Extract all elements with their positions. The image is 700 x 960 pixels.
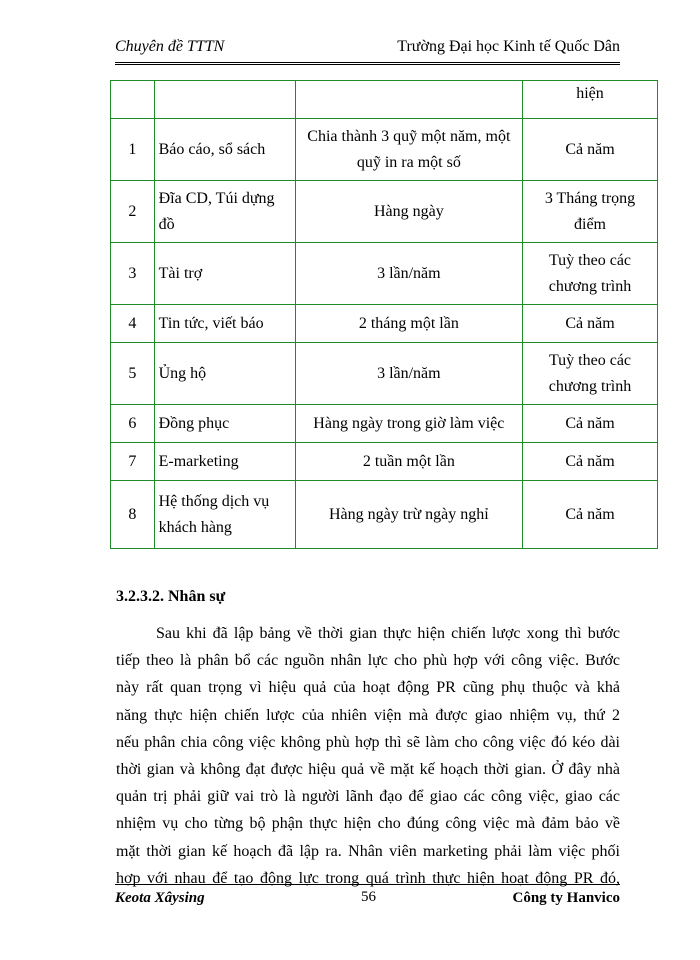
activity-cell: Tin tức, viết báo (154, 305, 295, 343)
row-number-cell: 6 (111, 405, 155, 443)
table-row (111, 343, 658, 405)
activity-cell: Đĩa CD, Túi dựng đồ (154, 181, 295, 243)
timing-cell: Cả năm (523, 443, 658, 481)
paragraph-line: nếu phân chia công việc không phù hợp thì sẽ làm cho công việc đó kéo dài (116, 733, 620, 751)
frequency-cell: 3 lần/năm (295, 243, 522, 305)
row-number-cell: 3 (111, 243, 155, 305)
row-number-cell: 7 (111, 443, 155, 481)
page-header (115, 34, 620, 65)
row-number-cell (111, 81, 155, 119)
activity-cell: Đồng phục (154, 405, 295, 443)
footer-author: Keota Xâysing (115, 890, 205, 906)
frequency-cell: Chia thành 3 quỹ một năm, một quỹ in ra một số (295, 119, 522, 181)
footer-company: Công ty Hanvico (512, 890, 620, 906)
row-number-cell: 8 (111, 481, 155, 549)
timing-cell: Tuỳ theo các chương trình (523, 343, 658, 405)
header-left-title: Chuyên đề TTTN (115, 38, 225, 55)
activity-cell: Tài trợ (154, 243, 295, 305)
page-number: 56 (361, 889, 376, 905)
table-row (111, 119, 658, 181)
paragraph-line: nhiệm vụ cho từng bộ phận thực hiện cho đúng công việc mà đảm bảo về (116, 815, 620, 833)
frequency-cell: Hàng ngày (295, 181, 522, 243)
timing-cell: hiện (523, 81, 658, 119)
activity-cell: Báo cáo, sổ sách (154, 119, 295, 181)
row-number-cell: 1 (111, 119, 155, 181)
frequency-cell: Hàng ngày trong giờ làm việc (295, 405, 522, 443)
table-row (111, 243, 658, 305)
frequency-cell: 2 tháng một lần (295, 305, 522, 343)
timing-cell: Tuỳ theo các chương trình (523, 243, 658, 305)
paragraph-line: tiếp theo là phân bổ các nguồn nhân lực cho phù hợp với công việc. Bước (116, 652, 620, 670)
timing-cell: 3 Tháng trọng điểm (523, 181, 658, 243)
frequency-cell: 2 tuần một lần (295, 443, 522, 481)
page-footer (115, 884, 620, 911)
frequency-cell: Hàng ngày trừ ngày nghỉ (295, 481, 522, 549)
timing-cell: Cả năm (523, 305, 658, 343)
paragraph-line: này rất quan trọng vì hiệu quả của hoạt động PR cũng phụ thuộc và khả (116, 679, 620, 697)
timing-cell: Cả năm (523, 481, 658, 549)
table-row (111, 305, 658, 343)
paragraph-line: thời gian và không đạt được hiệu quả về mặt kế hoạch thời gian. Ở đây nhà (116, 761, 620, 779)
row-number-cell: 4 (111, 305, 155, 343)
row-number-cell: 5 (111, 343, 155, 405)
table-row (111, 405, 658, 443)
activity-cell: Hệ thống dịch vụ khách hàng (154, 481, 295, 549)
timing-cell: Cả năm (523, 405, 658, 443)
header-right-title: Trường Đại học Kinh tế Quốc Dân (397, 38, 620, 55)
pr-schedule-table (110, 80, 658, 549)
frequency-cell: 3 lần/năm (295, 343, 522, 405)
paragraph-line: năng thực hiện chiến lược của nhiên viện mà được giao nhiệm vụ, thứ 2 (116, 706, 620, 724)
paragraph-line: mặt thời gian kế hoạch đã lập ra. Nhân viên marketing phải làm việc phối (116, 842, 620, 860)
body-paragraph (116, 620, 620, 892)
table-row (111, 481, 658, 549)
activity-cell: Ủng hộ (154, 343, 295, 405)
timing-cell: Cả năm (523, 119, 658, 181)
table-row (111, 81, 658, 119)
activity-cell: E-marketing (154, 443, 295, 481)
frequency-cell (295, 81, 522, 119)
table-row (111, 181, 658, 243)
activity-cell (154, 81, 295, 119)
paragraph-line: quản trị phải giữ vai trò là người lãnh đạo để giao các công việc, giao các (116, 788, 620, 806)
table-row (111, 443, 658, 481)
row-number-cell: 2 (111, 181, 155, 243)
section-heading: 3.2.3.2. Nhân sự (116, 588, 226, 605)
paragraph-line: Sau khi đã lập bảng về thời gian thực hiện chiến lược xong thì bước (156, 625, 620, 642)
paragraph-line: hợp với nhau để tạo động lực trong quá trình thực hiện hoạt động PR đó, (116, 869, 620, 887)
